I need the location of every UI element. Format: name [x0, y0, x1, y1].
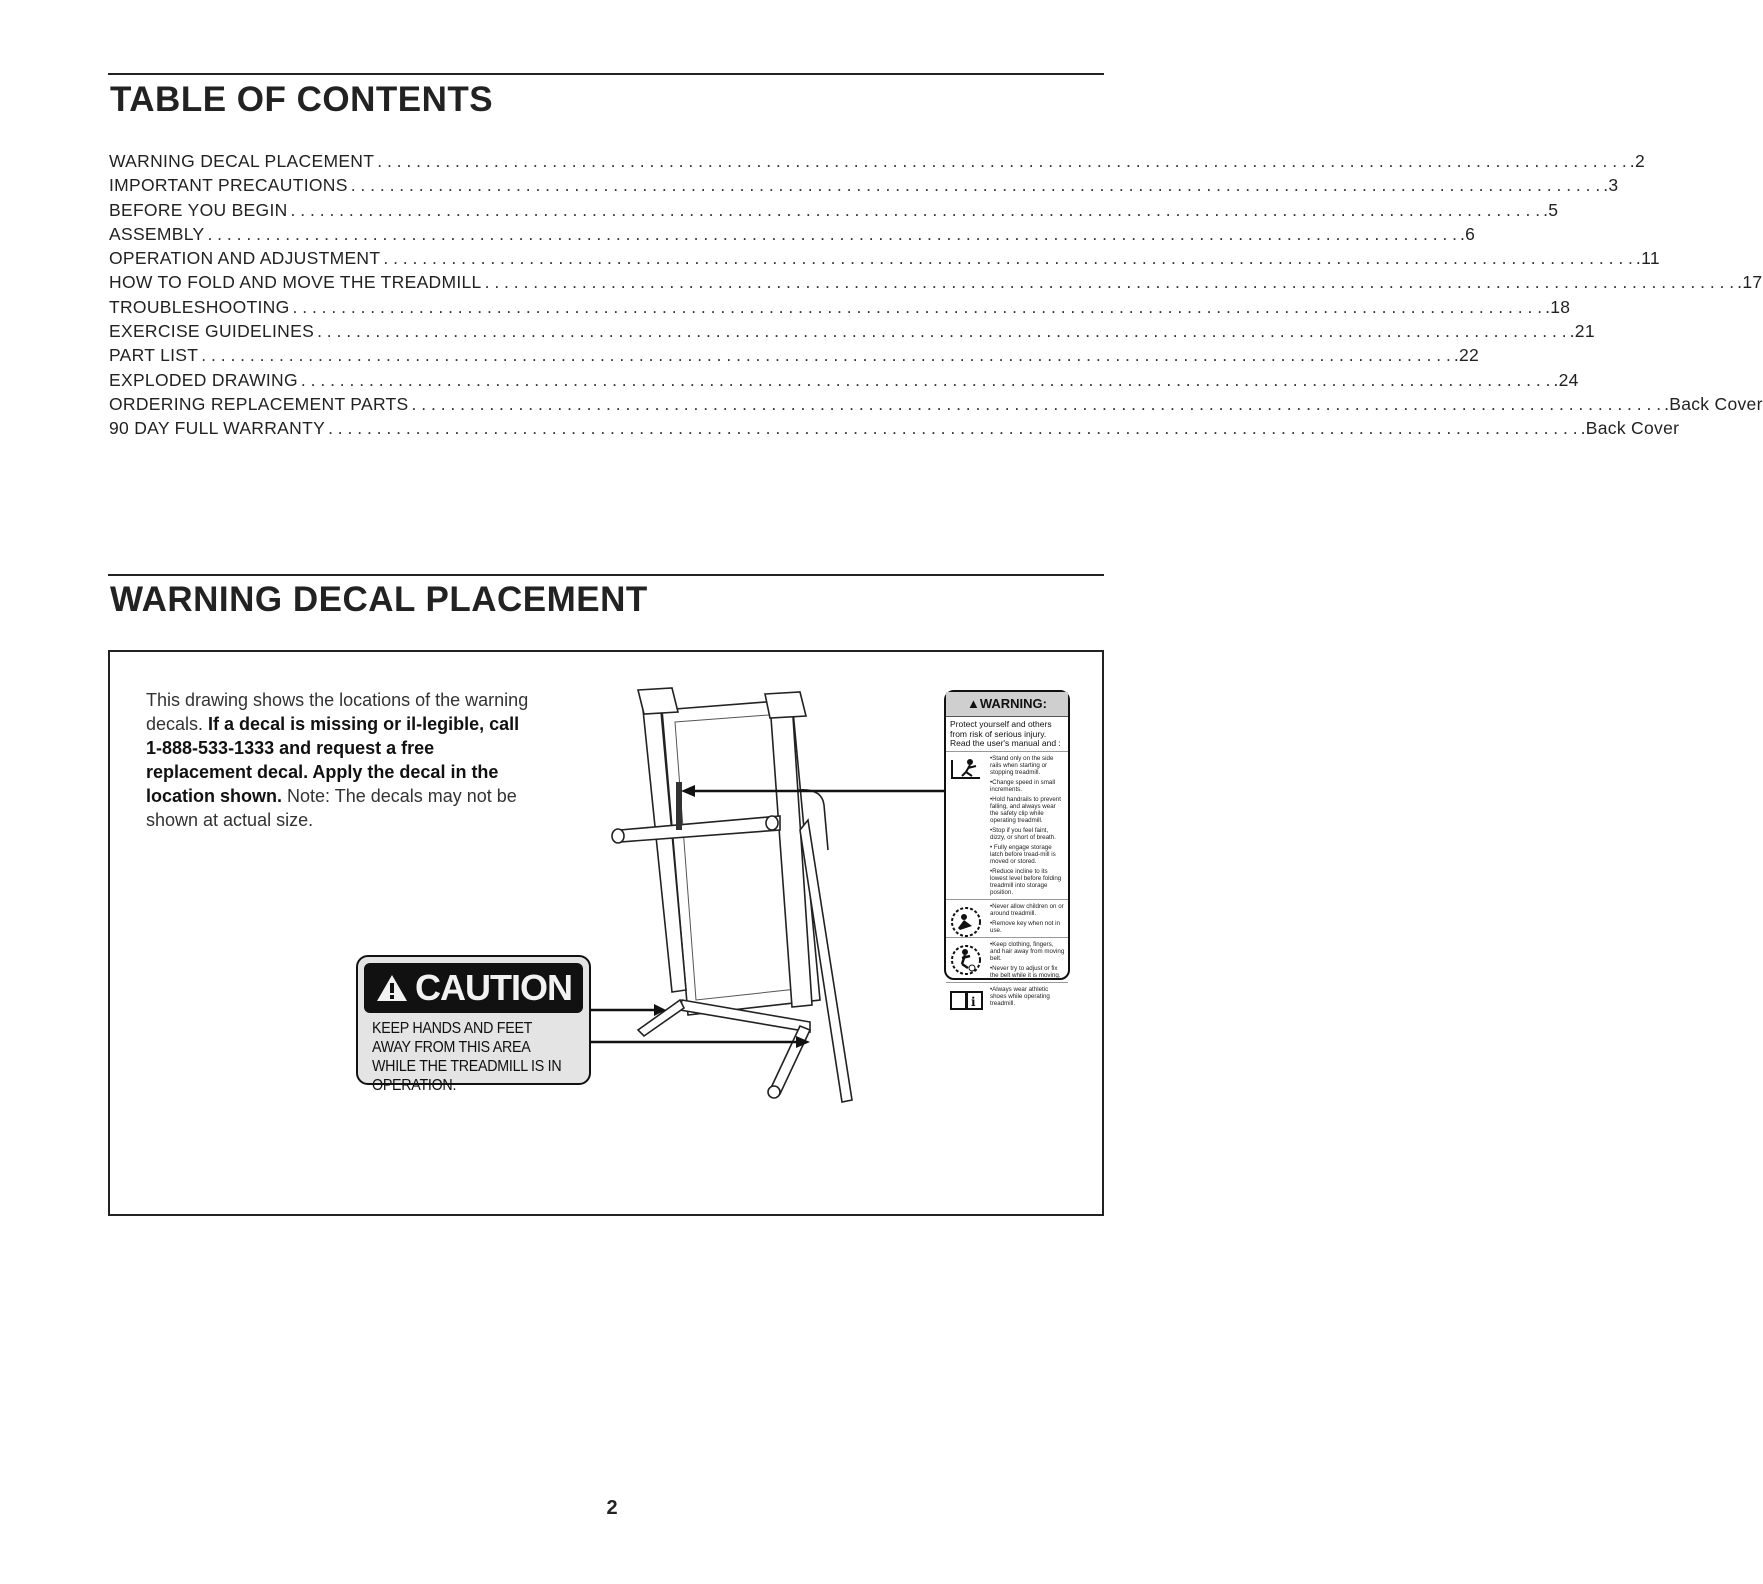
- caution-arrow-head-upper: [654, 1004, 666, 1016]
- toc-dot-leader: [351, 175, 1601, 196]
- toc-entry[interactable]: [109, 369, 1579, 394]
- toc-entry[interactable]: [109, 199, 1559, 224]
- toc-entry[interactable]: [109, 321, 1595, 345]
- caution-header: [364, 963, 583, 1013]
- toc-dot-leader: [291, 200, 1541, 221]
- warning-item: •Never try to adjust or fix the belt while it is moving.: [990, 964, 1061, 979]
- toc-entry-page: .11: [1635, 248, 1660, 269]
- warning-heading: WARNING:: [979, 696, 1048, 711]
- toc-dot-leader: [485, 272, 1735, 293]
- intro-plain-2: Note: The decals may not be shown at actual size.: [146, 786, 517, 830]
- toc-entry[interactable]: [109, 175, 1619, 199]
- toc-dot-leader: [301, 370, 1551, 391]
- toc-entry-title: ORDERING REPLACEMENT PARTS: [109, 393, 409, 414]
- read-manual-icon: [950, 989, 984, 1011]
- toc-entry-page: .17: [1737, 272, 1763, 293]
- toc-entry-page: .2: [1629, 151, 1645, 171]
- toc-entry-title: 90 DAY FULL WARRANTY: [109, 418, 326, 439]
- toc-dot-leader: [328, 418, 1578, 439]
- toc-entry[interactable]: [109, 296, 1571, 321]
- toc-entry-title: EXPLODED DRAWING: [109, 369, 298, 390]
- toc-dot-leader: [377, 151, 1627, 172]
- toc-entry-page: .Back Cover: [1664, 393, 1763, 414]
- toc-entry-title: PART LIST: [109, 345, 199, 366]
- svg-text:i: i: [971, 994, 976, 1009]
- toc-dot-leader: [207, 224, 1457, 245]
- warning-triangle-icon: [375, 973, 409, 1003]
- toc-entry-title: TROUBLESHOOTING: [109, 296, 290, 317]
- decal-intro-text: [146, 688, 531, 832]
- toc-top-rule: [108, 73, 1104, 75]
- warning-intro: Protect yourself and others from risk of serious injury. Read the user's manual and :: [950, 719, 1061, 748]
- decal-top-rule: [108, 574, 1104, 576]
- warning-header: [946, 692, 1068, 717]
- toc-entry-page: .Back Cover: [1580, 418, 1680, 439]
- warning-item: •Remove key when not in use.: [990, 919, 1060, 934]
- warning-group-3: [946, 937, 1068, 979]
- toc-dot-leader: [412, 394, 1662, 415]
- wheel: [768, 1086, 780, 1098]
- caution-text: KEEP HANDS AND FEET AWAY FROM THIS AREA WHILE THE TREADMILL IS IN OPERATION.: [372, 1020, 562, 1094]
- warning-group-2: [946, 899, 1068, 934]
- page-number: 2: [606, 1497, 618, 1519]
- right-upright-cap: [765, 692, 806, 718]
- warning-item: •Stand only on the side rails when starting or stopping treadmill.: [990, 754, 1054, 776]
- toc-entry-title: HOW TO FOLD AND MOVE THE TREADMILL: [109, 272, 482, 293]
- toc-entry-page: .22: [1453, 345, 1480, 366]
- toc-entry[interactable]: [109, 248, 1660, 272]
- toc-entry-page: .18: [1545, 296, 1571, 317]
- left-upright-cap: [638, 688, 678, 714]
- warning-group-4: [946, 982, 1068, 1007]
- toc-dot-leader: [201, 345, 1451, 366]
- warning-item: •Keep clothing, fingers, and hair away from moving belt.: [990, 940, 1065, 962]
- warning-item: • Fully engage storage latch before tread-mill is moved or stored.: [990, 843, 1056, 865]
- warning-decal: [944, 690, 1070, 1009]
- warning-item: •Never allow children on or around treadmill.: [990, 902, 1064, 917]
- toc-entry-page: .24: [1553, 369, 1579, 390]
- person-on-treadmill-icon: [950, 758, 982, 780]
- decal-arrows: [585, 725, 985, 845]
- toc-entry-page: .5: [1543, 199, 1559, 220]
- warning-item: •Stop if you feel faint, dizzy, or short of breath.: [990, 826, 1056, 841]
- moving-belt-hazard-icon: [950, 944, 982, 976]
- toc-entry[interactable]: [109, 345, 1480, 369]
- toc-dot-leader: [383, 248, 1633, 269]
- caution-arrows: [588, 1000, 828, 1060]
- toc-list: [109, 151, 1763, 443]
- decal-section-heading: WARNING DECAL PLACEMENT: [110, 580, 648, 619]
- caution-arrow-head-lower: [796, 1036, 810, 1048]
- toc-entry-page: .3: [1603, 175, 1619, 196]
- toc-entry[interactable]: [109, 223, 1476, 248]
- toc-entry-page: .6: [1460, 223, 1476, 244]
- toc-entry[interactable]: [109, 272, 1763, 296]
- toc-dot-leader: [293, 297, 1543, 318]
- toc-entry[interactable]: [109, 151, 1645, 175]
- toc-heading: TABLE OF CONTENTS: [110, 80, 494, 119]
- toc-entry-title: EXERCISE GUIDELINES: [109, 321, 315, 342]
- warning-group-1: [946, 751, 1068, 896]
- toc-entry[interactable]: [109, 393, 1763, 418]
- toc-entry-title: ASSEMBLY: [109, 223, 205, 244]
- toc-entry-page: .21: [1569, 321, 1595, 342]
- toc-entry-title: OPERATION AND ADJUSTMENT: [109, 248, 381, 269]
- toc-dot-leader: [317, 321, 1567, 342]
- toc-entry-title: WARNING DECAL PLACEMENT: [109, 151, 375, 171]
- toc-entry-title: BEFORE YOU BEGIN: [109, 199, 288, 220]
- warning-triangle-icon: ▲: [966, 696, 980, 711]
- no-children-icon: [950, 906, 982, 938]
- intro-bold: If a decal is missing or il-legible, call 1-888-533-1333 and request a free replacement decal. Apply the decal in the location shown.: [146, 714, 520, 806]
- caution-decal: [356, 955, 591, 1094]
- warning-item: •Change speed in small increments.: [990, 778, 1056, 793]
- toc-entry[interactable]: [109, 418, 1680, 442]
- warning-item: •Hold handrails to prevent falling, and always wear the safety clip while operating treadmill.: [990, 795, 1061, 824]
- warning-item: •Reduce incline to its lowest level before folding treadmill into storage position.: [990, 867, 1062, 896]
- caution-heading: CAUTION: [415, 967, 572, 1008]
- toc-entry-title: IMPORTANT PRECAUTIONS: [109, 175, 348, 196]
- intro-plain-1: This drawing shows the locations of the warning decals.: [146, 690, 529, 734]
- warning-arrow-head: [681, 785, 695, 797]
- warning-item: •Always wear athletic shoes while operating treadmill.: [990, 985, 1050, 1007]
